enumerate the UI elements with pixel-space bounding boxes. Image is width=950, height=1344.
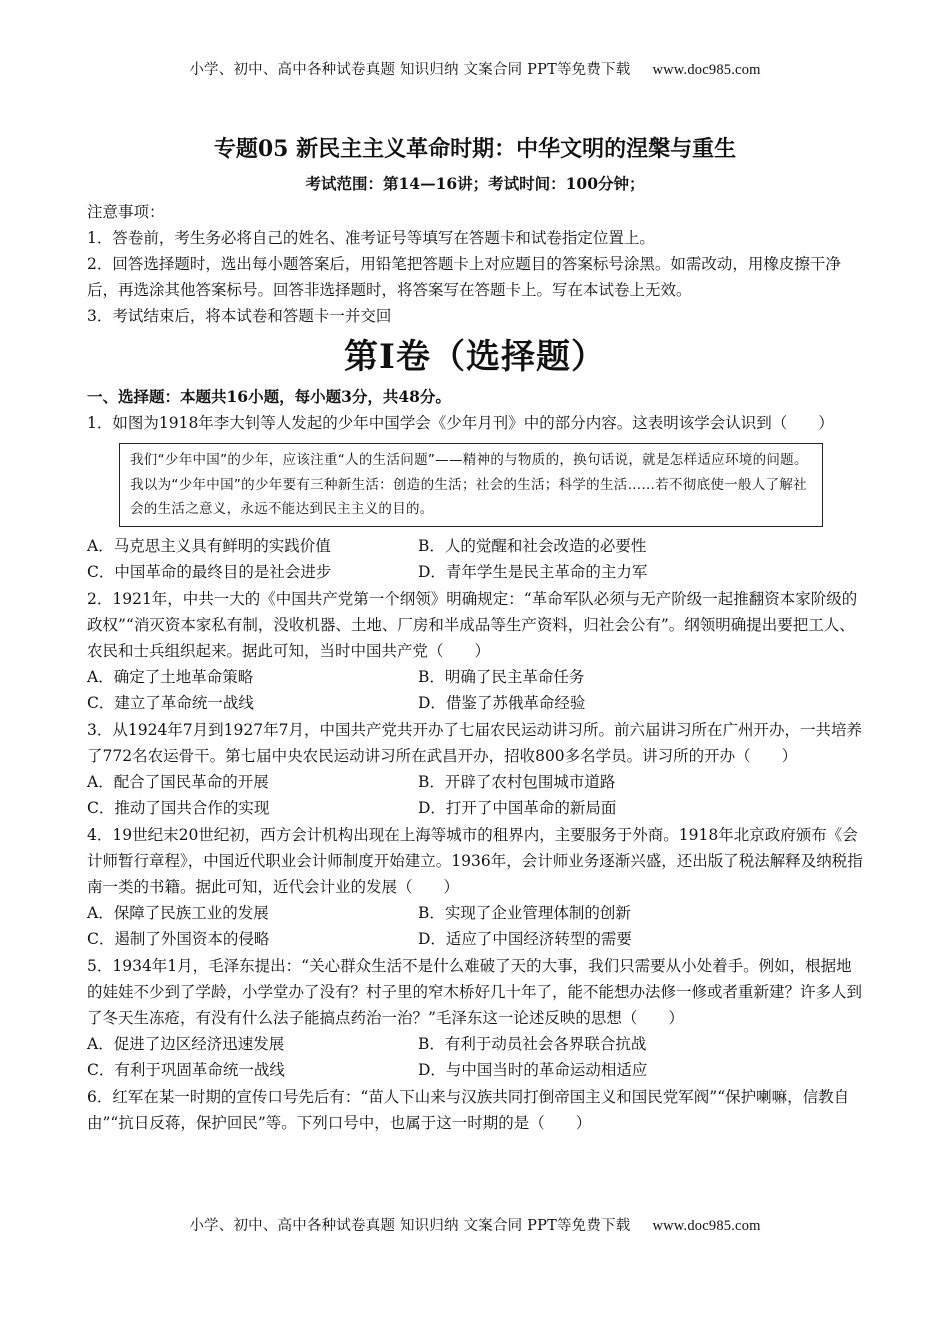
option-d: D．打开了中国革命的新局面 [418, 799, 617, 817]
option-b: B．人的觉醒和社会改造的必要性 [418, 536, 647, 555]
questions-section [87, 384, 865, 1136]
footer-url[interactable]: www.doc985.com [652, 1218, 761, 1234]
notes-section [87, 199, 865, 329]
exam-scope: 考试范围：第14—16讲；考试时间：100分钟； [305, 174, 645, 193]
option-a: A．促进了边区经济迅速发展 [87, 1034, 285, 1053]
section-heading: 一、选择题：本题共16小题，每小题3分，共48分。 [87, 387, 451, 406]
footer-text: 小学、初中、高中各种试卷真题 知识归纳 文案合同 PPT等免费下载 [189, 1218, 631, 1234]
question-6 [87, 1084, 865, 1136]
note-item: 3．考试结束后，将本试卷和答题卡一并交回 [87, 307, 392, 325]
note-item: 2．回答选择题时，选出每小题答案后，用铅笔把答题卡上对应题目的答案标号涂黑。如需改动，用橡皮擦干净后，再选涂其他答案标号。回答非选择题时，将答案写在答题卡上。写在本试卷上无效。 [87, 255, 841, 299]
notes-heading: 注意事项： [87, 203, 165, 221]
question-5 [87, 953, 865, 1084]
option-b: B．明确了民主革命任务 [418, 667, 585, 686]
page-footer [0, 1214, 950, 1235]
option-d: D．与中国当时的革命运动相适应 [418, 1061, 648, 1079]
options [87, 533, 865, 586]
question-3 [87, 717, 865, 822]
question-stem: 6．红军在某一时期的宣传口号先后有：“苗人下山来与汉族共同打倒帝国主义和国民党军阀”“保护喇嘛，信教自由”“抗日反蒋，保护回民”等。下列口号中，也属于这一时期的是（ ） [87, 1087, 850, 1132]
option-c: C．遏制了外国资本的侵略 [87, 930, 270, 948]
option-b: B．开辟了农村包围城市道路 [418, 772, 616, 791]
question-2 [87, 586, 865, 717]
header-text: 小学、初中、高中各种试卷真题 知识归纳 文案合同 PPT等免费下载 [189, 62, 631, 78]
options [87, 1031, 865, 1084]
page-title: 专题05 新民主主义革命时期：中华文明的涅槃与重生 [213, 136, 737, 162]
header-url[interactable]: www.doc985.com [652, 62, 761, 78]
options [87, 900, 865, 953]
option-b: B．有利于动员社会各界联合抗战 [418, 1034, 647, 1053]
option-a: A．确定了土地革命策略 [87, 667, 254, 686]
option-c: C．推动了国共合作的实现 [87, 799, 270, 817]
page-header [0, 58, 950, 79]
option-b: B．实现了企业管理体制的创新 [418, 903, 631, 922]
question-stem: 4．19世纪末20世纪初，西方会计机构出现在上海等城市的租界内，主要服务于外商。1918年北京政府颁布《会计师暂行章程》，中国近代职业会计师制度开始建立。1936年，会计师业务逐渐兴盛，还出版了税法解释及纳税指南一类的书籍。据此可知，近代会计业的发展（ ） [87, 825, 863, 896]
option-a: A．马克思主义具有鲜明的实践价值 [87, 536, 331, 555]
option-d: D．青年学生是民主革命的主力军 [418, 563, 648, 581]
volume-title: 第I卷（选择题） [344, 337, 606, 377]
question-stem: 1．如图为1918年李大钊等人发起的少年中国学会《少年月刊》中的部分内容。这表明该学会认识到（ ） [87, 414, 834, 432]
note-item: 1．答卷前，考生务必将自己的姓名、准考证号等填写在答题卡和试卷指定位置上。 [87, 229, 655, 247]
option-c: C．建立了革命统一战线 [87, 694, 254, 712]
option-d: D．适应了中国经济转型的需要 [418, 930, 632, 948]
option-a: A．配合了国民革命的开展 [87, 772, 269, 791]
question-stem: 2．1921年，中共一大的《中国共产党第一个纲领》明确规定：“革命军队必须与无产阶级一起推翻资本家阶级的政权”“消灭资本家私有制，没收机器、土地、厂房和半成品等生产资料，归社会公有”。纲领明确提出要把工人、农民和士兵组织起来。据此可知，当时中国共产党（ ） [87, 589, 858, 660]
option-a: A．保障了民族工业的发展 [87, 903, 269, 922]
option-c: C．有利于巩固革命统一战线 [87, 1061, 285, 1079]
options [87, 664, 865, 717]
question-stem: 5．1934年1月，毛泽东提出：“关心群众生活不是什么难破了天的大事，我们只需要从小处着手。例如，根据地的娃娃不少到了学龄，小学堂办了没有？村子里的窄木桥好几十年了，能不能想办法修一修或者重新建？许多人到了冬天生冻疮，有没有什么法子能搞点药治一治？”毛泽东这一论述反映的思想（ ） [87, 956, 863, 1027]
option-c: C．中国革命的最终目的是社会进步 [87, 563, 332, 581]
quote-box: 我们“少年中国”的少年，应该注重“人的生活问题”——精神的与物质的，换句话说，就是怎样适应环境的问题。我以为“少年中国”的少年要有三种新生活：创造的生活；社会的生活；科学的生活……若不彻底使一般人了解社会的生活之意义，永远不能达到民主主义的目的。 [119, 443, 823, 527]
option-d: D．借鉴了苏俄革命经验 [418, 694, 586, 712]
question-1 [87, 410, 865, 586]
question-4 [87, 822, 865, 953]
question-stem: 3．从1924年7月到1927年7月，中国共产党共开办了七届农民运动讲习所。前六届讲习所在广州开办，一共培养了772名农运骨干。第七届中央农民运动讲习所在武昌开办，招收800多名学员。讲习所的开办（ ） [87, 720, 862, 765]
options [87, 769, 865, 822]
